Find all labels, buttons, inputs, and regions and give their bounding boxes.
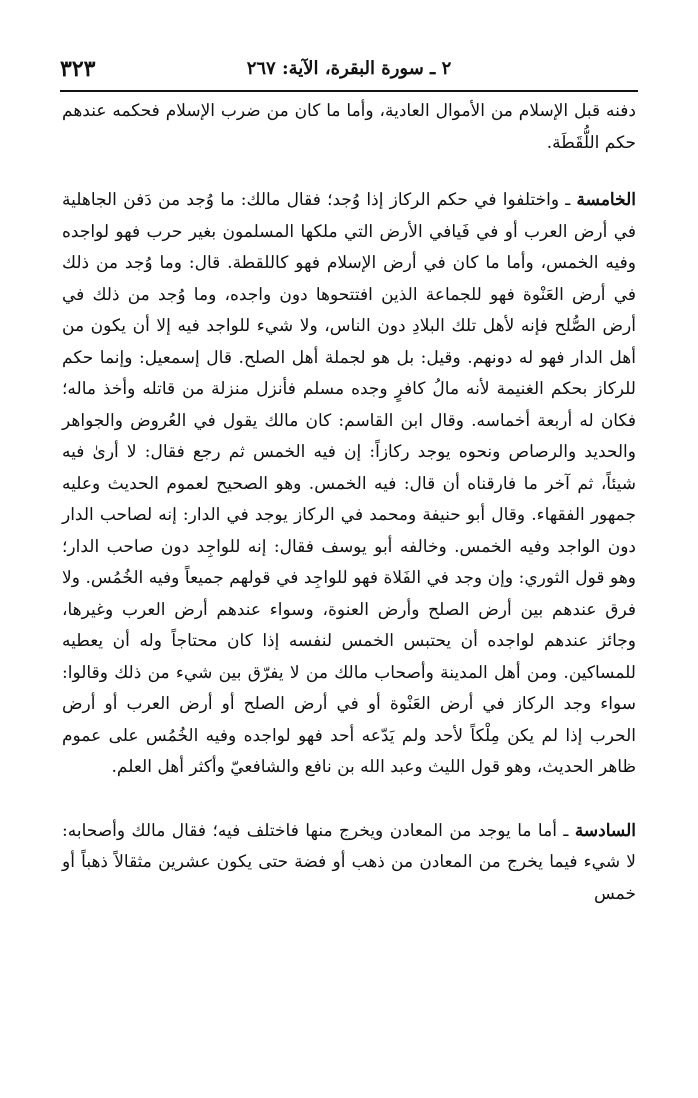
paragraph-text: ـ أما ما يوجد من المعادن ويخرج منها فاختلف فيه؛ فقال مالك وأصحابه: لا شيء فيما يخرج من المعادن من ذهب أو فضة حتى يكون عشرين مثقالاً ذهباً أو خمس [62, 820, 636, 904]
paragraph-intro [62, 96, 636, 159]
section-heading-sixth: السادسة [574, 820, 636, 841]
paragraph-text: دفنه قبل الإسلام من الأموال العادية، وأما ما كان من ضرب الإسلام فحكمه عندهم حكم اللُّقَطَة. [62, 101, 636, 153]
page-header [60, 50, 638, 92]
section-heading-fifth: الخامسة [576, 190, 636, 210]
paragraph-sixth [62, 816, 636, 911]
paragraph-fifth [62, 185, 636, 784]
body-text [62, 96, 636, 910]
page-number: ٣٢٣ [60, 56, 96, 82]
paragraph-text: ـ واختلفوا في حكم الركاز إذا وُجد؛ فقال مالك: ما وُجد من دَفن الجاهلية في أرض العرب أو في فَيافي الأرض التي ملكها المسلمون بغير حرب فهو لواجده وفيه الخمس، وأما ما كان في أرض الإسلام فهو كاللقطة. قال: وما وُجد من ذلك في أرض العَنْوة فهو للجماعة الذين افتتحوها دون واجده، وما وُجد من ذلك في أرض الصُّلح فإنه لأهل تلك البلادِ دون الناس، ولا شيء للواجد فيه إلا أن يكون من أهل الدار فهو له دونهم. وقيل: بل هو لجملة أهل الصلح. قال إسمعيل: وإنما حكم للركاز بحكم الغنيمة لأنه مالُ كافرٍ وجده مسلم فأنزل منزلة من قاتله وأخذ ماله؛ فكان له أربعة أخماسه. وقال ابن القاسم: كان مالك يقول في العُروض والجواهر والحديد والرصاص ونحوه يوجد ركازاً: إن فيه الخمس ثم رجع فقال: لا أرىٰ فيه شيئاً، ثم آخر ما فارقناه أن قال: فيه الخمس. وهو الصحيح لعموم الحديث وعليه جمهور الفقهاء. وقال أبو حنيفة ومحمد في الركاز يوجد في الدار: إنه لصاحب الدار دون الواجد وفيه الخمس. وخالفه أبو يوسف فقال: إنه للواجِد دون صاحب الدار؛ وهو قول الثوري: وإن وجد في الفَلاة فهو للواجِد في قولهم جميعاً وفيه الخُمُس. ولا فرق عندهم بين أرض الصلح وأرض العنوة، وسواء عندهم أرض العرب وغيرها، وجائز عندهم لواجده أن يحتبس الخمس لنفسه إذا كان محتاجاً وله أن يعطيه للمساكين. ومن أهل المدينة وأصحاب مالك من لا يفرّق بين شيء من ذلك وقالوا: سواء وجد الركاز في أرض العَنْوة أو في أرض الصلح أو أرض العرب أو أرض الحرب إذا لم يكن مِلْكاً لأحد ولم يَدّعه أحد فهو لواجده وفيه الخُمُس على عموم ظاهر الحديث، وهو قول الليث وعبد الله بن نافع والشافعيّ وأكثر أهل العلم. [62, 190, 636, 777]
running-title: ٢ ـ سورة البقرة، الآية: ٢٦٧ [246, 58, 452, 79]
